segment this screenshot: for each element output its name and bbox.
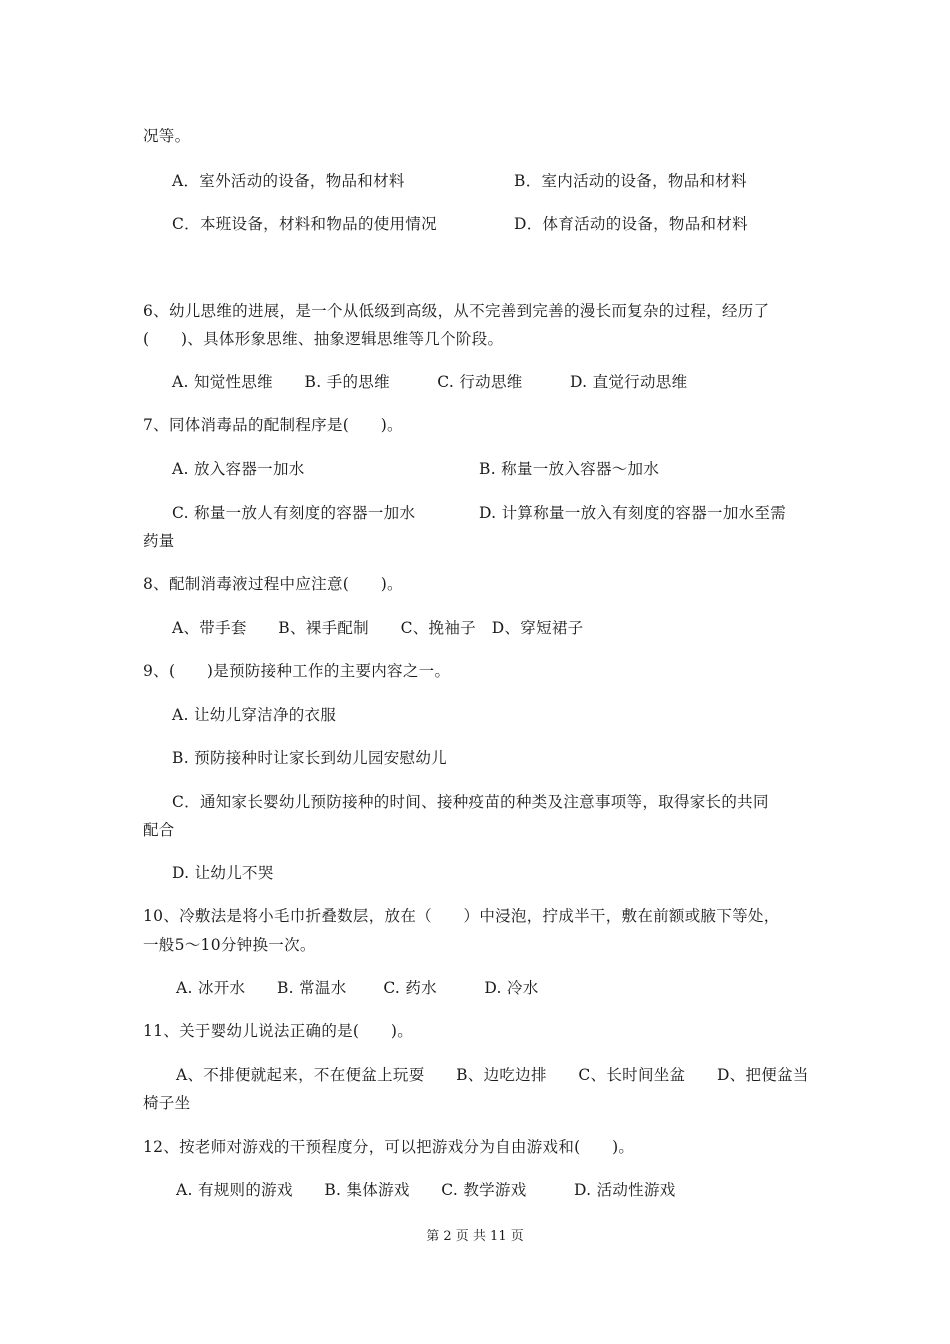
q6-stem-line1: 6、幼儿思维的进展，是一个从低级到高级，从不完善到完善的漫长而复杂的过程，经历了 [143, 302, 770, 320]
q7-option-d-line2: 药量 [143, 532, 175, 550]
q7-option-c: C. 称量一放人有刻度的容器一加水 [172, 504, 416, 522]
q9-option-a: A. 让幼儿穿洁净的衣服 [172, 706, 337, 724]
q11-stem: 11、关于婴幼儿说法正确的是( )。 [143, 1022, 414, 1040]
q9-option-b: B. 预防接种时让家长到幼儿园安慰幼儿 [172, 749, 447, 767]
q12-options: A. 有规则的游戏 B. 集体游戏 C. 教学游戏 D. 活动性游戏 [176, 1181, 676, 1199]
q5-option-b: B．室内活动的设备，物品和材料 [514, 172, 747, 190]
q7-option-a: A. 放入容器一加水 [172, 460, 305, 478]
q8-stem: 8、配制消毒液过程中应注意( )。 [143, 575, 403, 593]
q5-option-d: D．体育活动的设备，物品和材料 [514, 215, 748, 233]
q10-options: A. 冰开水 B. 常温水 C. 药水 D. 冷水 [176, 979, 539, 997]
q10-stem-line2: 一般5～10分钟换一次。 [143, 936, 316, 954]
q11-options-line1: A、不排便就起来，不在便盆上玩耍 B、边吃边排 C、长时间坐盆 D、把便盆当 [176, 1066, 809, 1084]
q7-stem: 7、同体消毒品的配制程序是( )。 [143, 416, 403, 434]
q9-option-c-line1: C．通知家长婴幼儿预防接种的时间、接种疫苗的种类及注意事项等，取得家长的共同 [172, 793, 769, 811]
q11-options-line2: 椅子坐 [143, 1094, 191, 1112]
q6-stem-line2: ( )、具体形象思维、抽象逻辑思维等几个阶段。 [143, 330, 504, 348]
page-number-footer: 第 2 页 共 11 页 [426, 1229, 524, 1244]
q9-option-d: D. 让幼儿不哭 [172, 864, 274, 882]
q10-stem-line1: 10、冷敷法是将小毛巾折叠数层，放在（ ）中浸泡，拧成半干，敷在前额或腋下等处， [143, 907, 780, 925]
q5-stem-tail: 况等。 [143, 127, 191, 145]
q12-stem: 12、按老师对游戏的干预程度分，可以把游戏分为自由游戏和( )。 [143, 1138, 635, 1156]
q9-stem: 9、( )是预防接种工作的主要内容之一。 [143, 662, 451, 680]
q6-options: A. 知觉性思维 B. 手的思维 C. 行动思维 D. 直觉行动思维 [172, 373, 688, 391]
q7-option-b: B. 称量一放入容器～加水 [479, 460, 660, 478]
q7-option-d-line1: D. 计算称量一放入有刻度的容器一加水至需 [479, 504, 787, 522]
q5-option-c: C．本班设备，材料和物品的使用情况 [172, 215, 437, 233]
q5-option-a: A．室外活动的设备，物品和材料 [172, 172, 405, 190]
q8-options: A、带手套 B、裸手配制 C、挽袖子 D、穿短裙子 [172, 619, 584, 637]
q9-option-c-line2: 配合 [143, 821, 175, 839]
